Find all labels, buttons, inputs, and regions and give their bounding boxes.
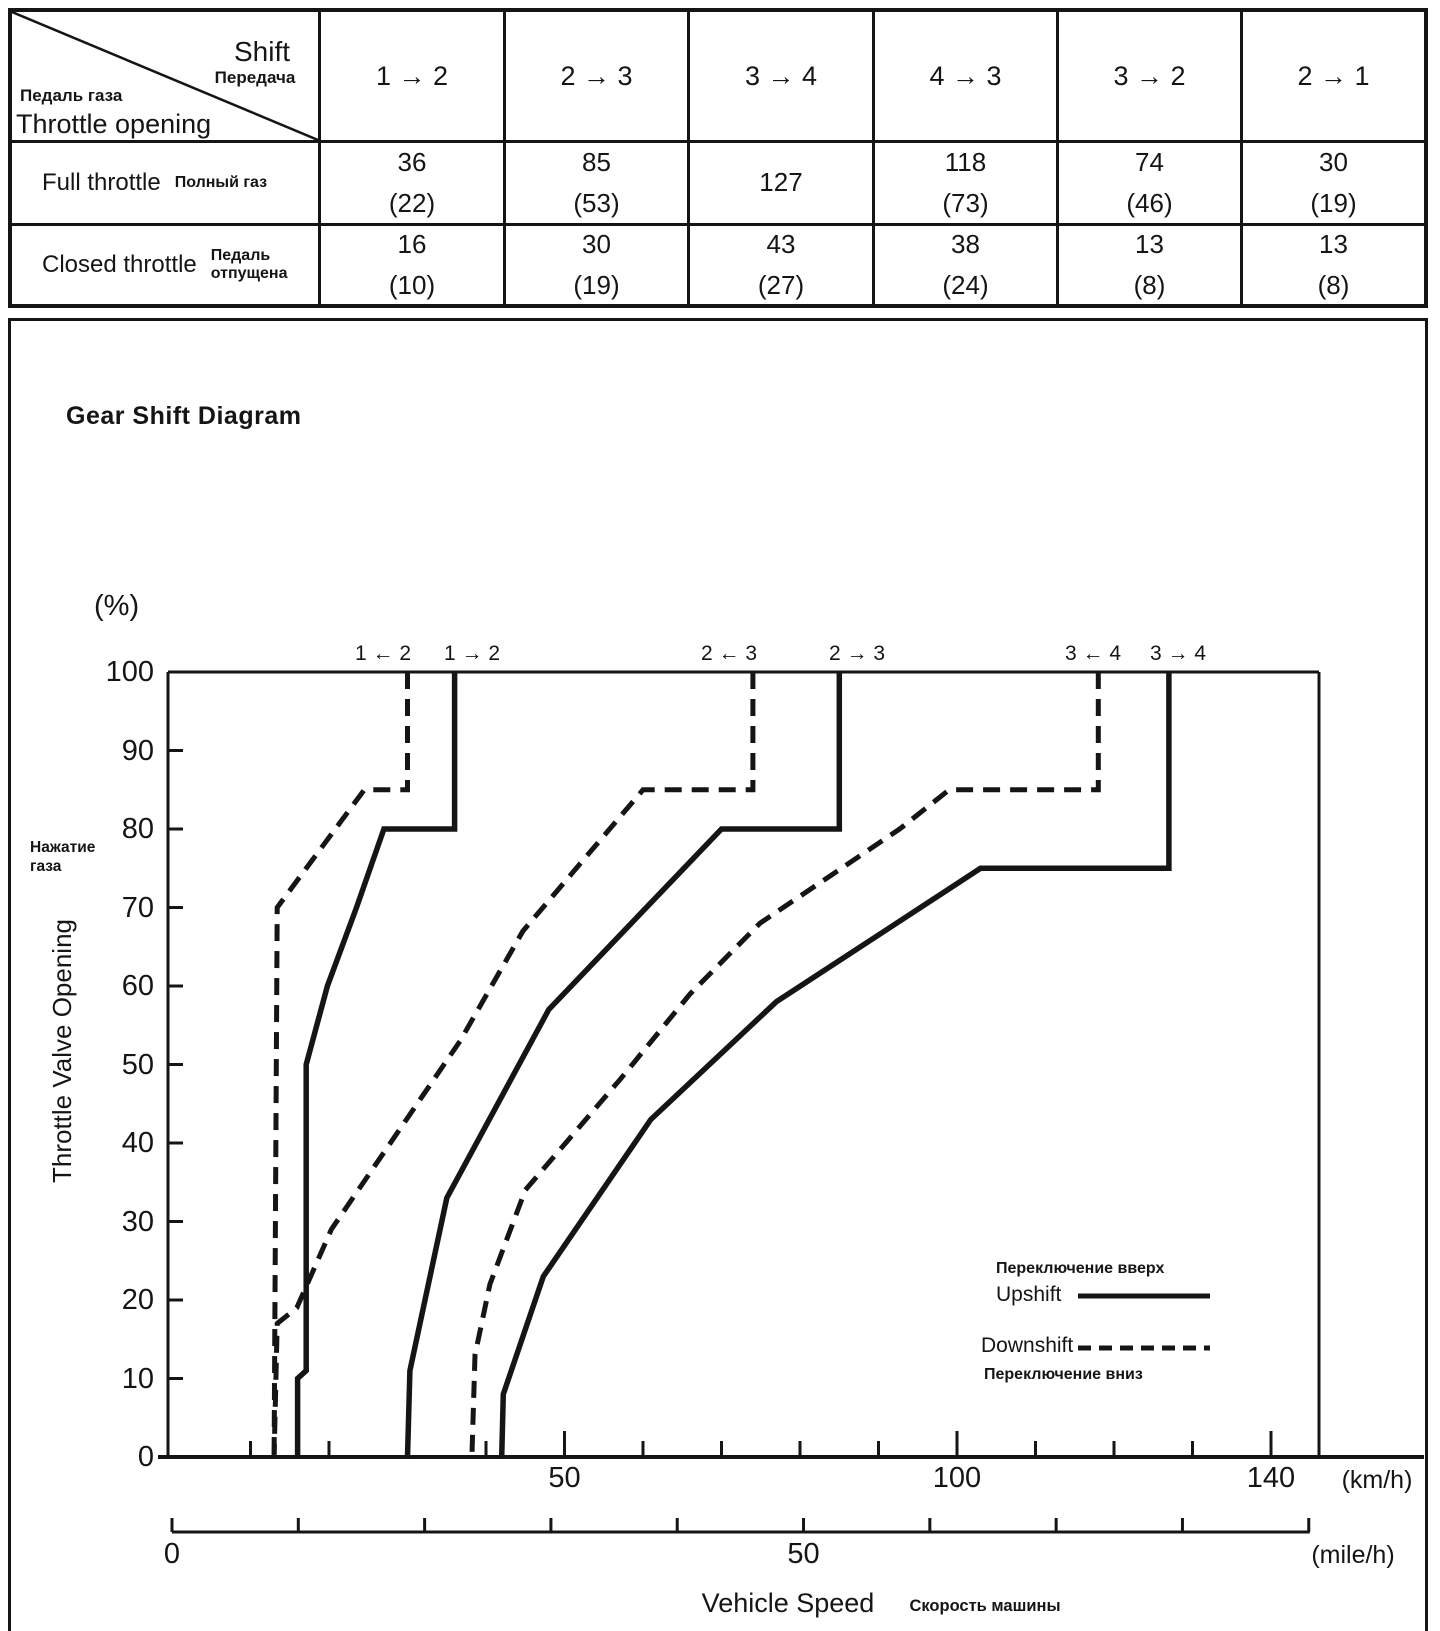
x-axis-tick-label-mileh: 50 xyxy=(787,1538,820,1570)
row-label-ru: Педаль отпущена xyxy=(210,246,288,282)
value: 13 xyxy=(1135,228,1164,259)
x-axis-tick-label-kmh: 50 xyxy=(548,1462,581,1494)
column-header: 3 → 2 xyxy=(1059,12,1240,140)
figure-border-box xyxy=(8,318,1428,1631)
shift-speed-table xyxy=(8,8,1428,308)
table-cell xyxy=(506,226,687,304)
y-axis-tick-label: 0 xyxy=(137,1441,154,1473)
value: 38 xyxy=(951,228,980,259)
legend-downshift-ru: Переключение вниз xyxy=(984,1366,1143,1383)
table-cell xyxy=(875,143,1056,223)
table-cell xyxy=(1059,143,1240,223)
legend-upshift-ru: Переключение вверх xyxy=(996,1260,1165,1277)
table-cell xyxy=(506,143,687,223)
value: 30 xyxy=(1319,146,1348,177)
y-axis-tick-label: 70 xyxy=(121,891,154,924)
legend-downshift-label: Downshift xyxy=(981,1334,1074,1357)
y-axis-tick-label: 30 xyxy=(121,1205,154,1238)
value: 118 xyxy=(944,146,987,177)
value-paren: (22) xyxy=(388,188,436,218)
table-cell xyxy=(690,226,872,304)
y-axis-tick-label: 90 xyxy=(121,734,154,767)
x-axis-tick-label-kmh: 100 xyxy=(932,1462,982,1494)
curve-label-2-3-up: 2 → 3 xyxy=(828,642,886,665)
y-axis-tick-label: 80 xyxy=(121,813,154,845)
table-cell xyxy=(1059,226,1240,304)
curve-label-1-2-down: 1 ← 2 xyxy=(354,642,412,665)
row-label-en: Closed throttle xyxy=(42,251,197,278)
y-axis-unit-label: (%) xyxy=(94,590,140,622)
table-cell xyxy=(875,226,1056,304)
row-label-closed-throttle xyxy=(12,226,318,304)
x-axis-tick-label-mileh: 0 xyxy=(163,1538,181,1570)
curve-label-3-4-up: 3 → 4 xyxy=(1149,642,1207,665)
value: 16 xyxy=(397,228,427,259)
value-paren: (8) xyxy=(1317,270,1350,300)
value: 74 xyxy=(1135,146,1164,177)
value-paren: (27) xyxy=(757,270,805,300)
kmh-unit-label: (km/h) xyxy=(1341,1466,1413,1494)
value-paren: (73) xyxy=(942,188,989,218)
column-header: 4 → 3 xyxy=(875,12,1056,140)
column-header: 3 → 4 xyxy=(690,12,872,140)
value-paren: (53) xyxy=(573,188,620,218)
curve-label-3-4-down: 3 ← 4 xyxy=(1064,642,1122,665)
row-label-full-throttle xyxy=(12,143,318,223)
corner-shift-label-ru: Передача xyxy=(214,68,296,87)
value: 13 xyxy=(1319,228,1348,259)
value: 30 xyxy=(582,228,611,259)
value-paren: (19) xyxy=(1310,188,1357,218)
y-axis-title: Throttle Valve Opening xyxy=(47,919,77,1183)
y-axis-tick-label: 60 xyxy=(121,970,154,1002)
value-paren: (46) xyxy=(1126,188,1173,218)
y-axis-tick-label: 20 xyxy=(121,1284,154,1316)
curve-label-2-3-down: 2 ← 3 xyxy=(700,642,758,665)
value-paren: (19) xyxy=(573,270,620,300)
curve-label-1-2-up: 1 → 2 xyxy=(443,642,501,665)
table-corner-cell xyxy=(12,12,318,140)
value-paren: (24) xyxy=(942,270,989,300)
table-cell xyxy=(1243,226,1424,304)
corner-throttle-label-ru: Педаль газа xyxy=(20,86,123,105)
value-paren: (10) xyxy=(388,270,436,300)
corner-shift-label: Shift xyxy=(233,36,291,67)
mileh-unit-label: (mile/h) xyxy=(1311,1541,1395,1569)
value: 43 xyxy=(766,228,796,259)
y-axis-tick-label: 10 xyxy=(121,1362,154,1395)
corner-throttle-label: Throttle opening xyxy=(16,109,212,139)
column-header: 2 → 1 xyxy=(1243,12,1424,140)
y-axis-tick-label: 40 xyxy=(121,1127,154,1159)
table-cell xyxy=(690,143,872,223)
x-axis-tick-label-kmh: 140 xyxy=(1246,1462,1296,1494)
value: 127 xyxy=(759,167,803,198)
y-axis-tick-label: 100 xyxy=(105,656,154,688)
table-cell xyxy=(321,143,503,223)
y-axis-tick-label: 50 xyxy=(121,1048,154,1081)
x-axis-title-ru: Скорость машины xyxy=(909,1597,1061,1615)
x-axis-title: Vehicle Speed xyxy=(701,1588,875,1618)
column-header: 1 → 2 xyxy=(321,12,503,140)
value-paren: (8) xyxy=(1133,270,1166,300)
legend-upshift-label: Upshift xyxy=(996,1283,1062,1306)
throttle-press-label-ru: Нажатие газа xyxy=(30,839,96,875)
table-cell xyxy=(321,226,503,304)
row-label-ru: Полный газ xyxy=(174,173,268,191)
table-cell xyxy=(1243,143,1424,223)
value: 36 xyxy=(397,146,427,177)
figure-title: Gear Shift Diagram xyxy=(66,402,302,430)
column-header: 2 → 3 xyxy=(506,12,687,140)
value: 85 xyxy=(582,146,611,177)
row-label-en: Full throttle xyxy=(42,169,161,196)
